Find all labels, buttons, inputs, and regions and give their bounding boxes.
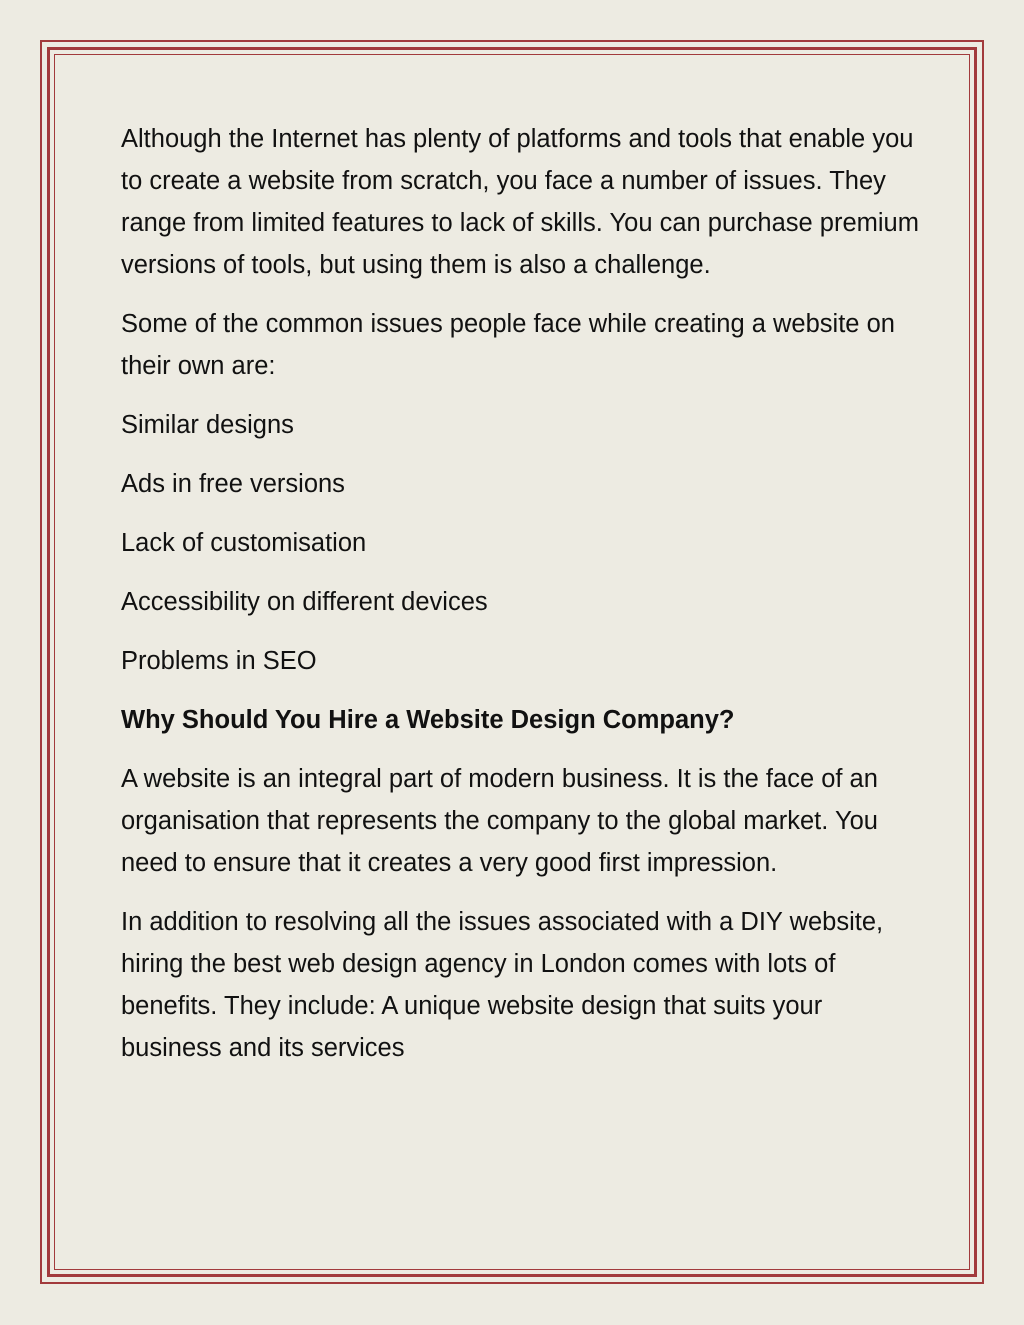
issue-item-customisation: Lack of customisation (121, 529, 367, 557)
issue-item-similar-designs: Similar designs (121, 411, 294, 439)
intro-paragraph: Although the Internet has plenty of platforms and tools that enable you to create a website from scratch, you face a number of issues. They range from limited features to lack of skills. You can purchase premium versions of tools, but using them is also a challenge. (121, 125, 919, 279)
document-body (121, 118, 921, 1086)
issue-item-ads: Ads in free versions (121, 470, 345, 498)
section-heading: Why Should You Hire a Website Design Company? (121, 706, 735, 734)
issues-intro-paragraph: Some of the common issues people face while creating a website on their own are: (121, 310, 895, 380)
issue-item-accessibility: Accessibility on different devices (121, 588, 488, 616)
benefits-paragraph: In addition to resolving all the issues associated with a DIY website, hiring the best web design agency in London comes with lots of benefits. They include: A unique website design that suits your business and its services (121, 908, 884, 1062)
website-importance-paragraph: A website is an integral part of modern business. It is the face of an organisation that represents the company to the global market. You need to ensure that it creates a very good first impression. (121, 765, 878, 877)
issue-item-seo: Problems in SEO (121, 647, 317, 675)
